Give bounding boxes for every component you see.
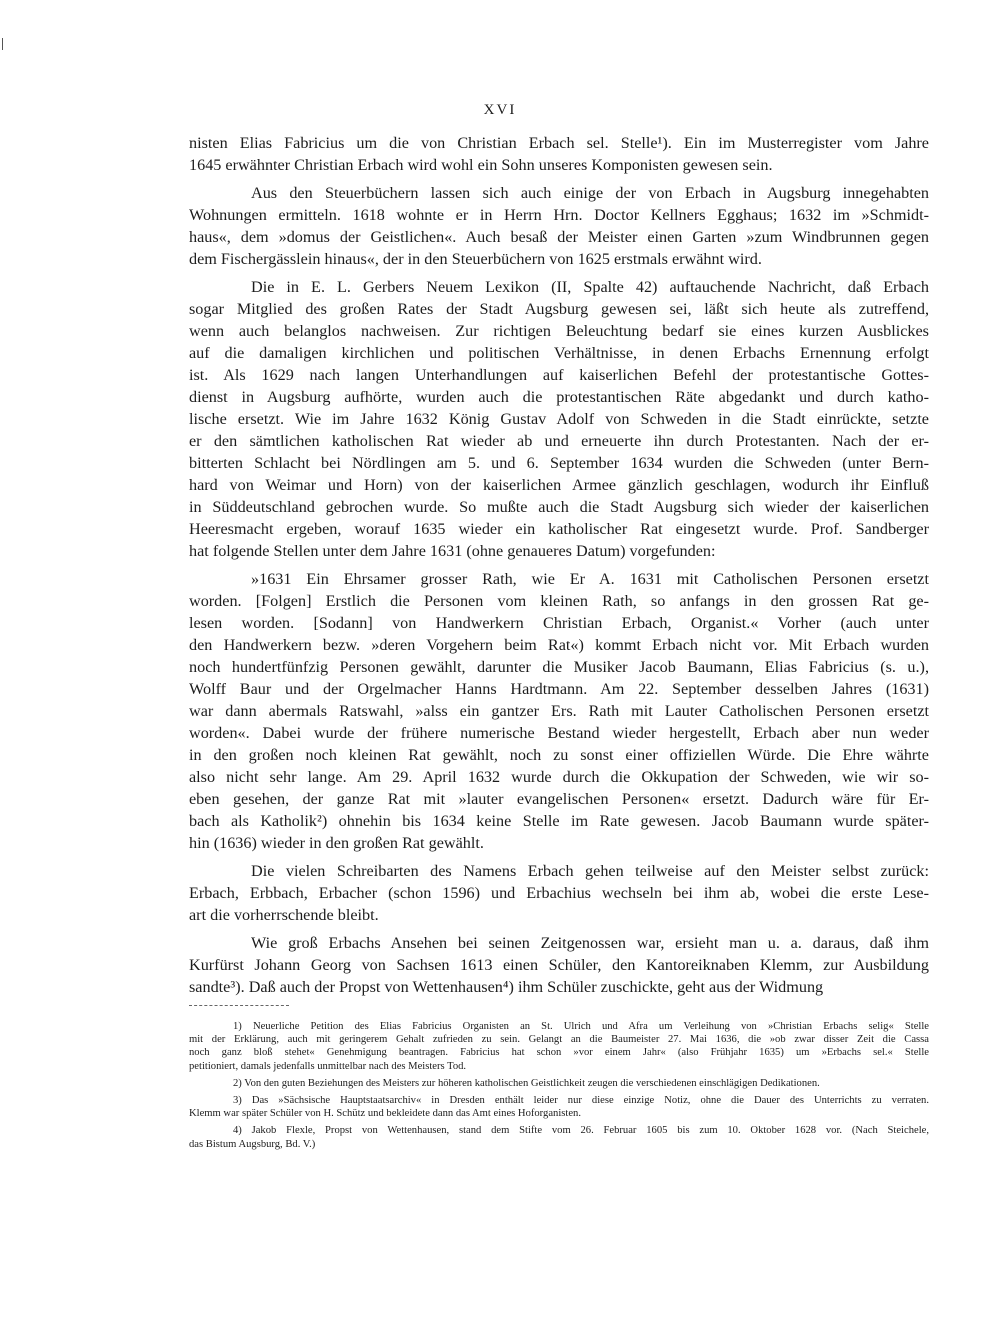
text-line: hat folgende Stellen unter dem Jahre 1631 (ohne genaueres Datum) vorgefunden: xyxy=(189,542,716,560)
text-line: lesen worden. [Sodann] von Handwerkern Christian Erbach, Organist.« Vorher (auch unter xyxy=(189,614,929,632)
footnotes xyxy=(189,1020,929,1155)
text-line: sandte³). Daß auch der Propst von Wettenhausen⁴) ihm Schüler zuschickte, geht aus der Widmung xyxy=(189,978,824,996)
footnote xyxy=(189,1077,929,1090)
footnote-line: petitioniert, damals jedenfalls unmittelbar nach des Meisters Tod. xyxy=(189,1060,467,1072)
text-line: Aus den Steuerbüchern lassen sich auch einige der von Erbach in Augsburg innegehabten xyxy=(251,184,929,202)
footnote xyxy=(189,1020,929,1073)
text-line: noch hundertfünfzig Personen gewählt, darunter die Musiker Jacob Baumann, Elias Fabricius (s. u.), xyxy=(189,658,929,676)
text-line: dienst in Augsburg aufhörte, wurden auch die protestantischen Räte abgedankt und durch katho- xyxy=(189,388,929,406)
paragraph xyxy=(189,860,929,926)
footnote-line: noch ganz bloß stehet« Genehmigung beantragen. Fabricius hat schon »vor einem Jahr« (also Frühjahr 1635) um »Erbachs sel.« Stelle xyxy=(189,1047,929,1059)
text-line: ist. Als 1629 nach langen Unterhandlungen auf kaiserlichen Befehl der protestantische Gottes- xyxy=(189,366,929,384)
text-line: hin (1636) wieder in den großen Rat gewählt. xyxy=(189,834,484,852)
text-line: bach als Katholik²) ohnehin bis 1634 keine Stelle im Rate gewesen. Jacob Baumann wurde später- xyxy=(189,812,929,830)
text-line: art die vorherrschende bleibt. xyxy=(189,906,379,924)
text-line: 1645 erwähnter Christian Erbach wird wohl ein Sohn unseres Komponisten gewesen sein. xyxy=(189,156,773,174)
footnote-rule xyxy=(189,1005,289,1006)
footnote-line: 1) Neuerliche Petition des Elias Fabricius Organisten an St. Ulrich und Afra um Verleihung von »Christian Erbachs selig« Stelle xyxy=(233,1021,929,1032)
text-line: auf die damaligen kirchlichen und politischen Verhältnisse, in denen Erbachs Ernennung erfolgt xyxy=(189,344,929,362)
text-line: nisten Elias Fabricius um die von Christian Erbach sel. Stelle¹). Ein im Musterregister vom Jahre xyxy=(189,134,929,152)
text-line: in Süddeutschland gebrochen wurde. So mußte auch die Stadt Augsburg sich wieder der kaiserlichen xyxy=(189,498,929,516)
text-line: bitterten Schlacht bei Nördlingen am 5. und 6. September 1634 wurden die Schweden (unter Bern- xyxy=(189,454,929,472)
footnote-line: 2) Von den guten Beziehungen des Meisters zur höheren katholischen Geistlichkeit zeugen die verschiedenen einschlägigen Dedikationen. xyxy=(233,1077,820,1089)
page-number: XVI xyxy=(483,102,517,118)
text-line: lische ersetzt. Wie im Jahre 1632 König Gustav Adolf von Schweden in die Stadt einrückte, setzte xyxy=(189,410,929,428)
footnote-line: 3) Das »Sächsische Hauptstaatsarchiv« in Dresden enthält leider nur diese einzige Notiz, ohne die Dauer des Unterrichts zu verraten. xyxy=(233,1095,929,1107)
footnote-line: mit der Erklärung, auch mit geringerem Gehalt zufrieden zu sein. Gelangt an die Baumeister 27. Mai 1636, die »ob zwar disser Zeit die Cassa xyxy=(189,1034,929,1046)
footnote-line: 4) Jakob Flexle, Propst von Wettenhausen, stand dem Stifte vom 26. Februar 1605 bis zum 10. Oktober 1628 vor. (Nach Steichele, xyxy=(233,1125,929,1137)
paragraph xyxy=(189,276,929,562)
text-line: in den großen noch kleinen Rat gewählt, noch zu sonst einer offiziellen Würde. Die Ehre währte xyxy=(189,746,929,764)
text-line: den Handwerkern bezw. »deren Vorgehern beim Rat«) kommt Erbach nicht vor. Mit Erbach wurden xyxy=(189,636,929,654)
text-line: also nicht sehr lange. Am 29. April 1632 wurde durch die Okkupation der Schweden, wie wir so- xyxy=(189,768,929,786)
paragraph xyxy=(189,132,929,176)
text-line: wenn auch belanglos nachweisen. Zur richtigen Beleuchtung bedarf sie eines kurzen Ausblickes xyxy=(189,322,929,340)
text-line: dem Fischergässlein hinaus«, der in den Steuerbüchern von 1625 erstmals erwähnt wird. xyxy=(189,250,762,268)
footnote xyxy=(189,1124,929,1150)
paragraph xyxy=(189,182,929,270)
text-line: hard von Weimar und Horn) von der kaiserlichen Armee gänzlich geschlagen, wodurch ihr Einfluß xyxy=(189,476,929,494)
text-line: »1631 Ein Ehrsamer grosser Rath, wie Er A. 1631 mit Catholischen Personen ersetzt xyxy=(251,570,929,588)
text-line: haus«, dem »domus der Geistlichen«. Auch besaß der Meister einen Garten »zum Windbrunnen gegen xyxy=(189,228,929,246)
text-line: Erbach, Erbbach, Erbacher (schon 1596) und Erbachius wechseln bei ihm ab, wobei die erste Lese- xyxy=(189,884,929,902)
text-line: Wohnungen ermitteln. 1618 wohnte er in Herrn Hrn. Doctor Kellners Egghaus; 1632 im »Schmidt- xyxy=(189,206,929,224)
text-line: eben gesehen, der ganze Rat mit »lauter evangelischen Personen« ersetzt. Dadurch wäre für Er- xyxy=(189,790,929,808)
text-line: Die vielen Schreibarten des Namens Erbach gehen teilweise auf den Meister selbst zurück: xyxy=(251,862,929,880)
text-line: er den sämtlichen katholischen Rat wieder ab und erneuerte ihn durch Protestanten. Nach der er- xyxy=(189,432,929,450)
footnote-line: Klemm war später Schüler von H. Schütz und bekleidete dann das Amt eines Hoforganisten. xyxy=(189,1108,581,1120)
text-line: Wolff Baur und der Orgelmacher Hanns Hardtmann. Am 22. September desselben Jahres (1631) xyxy=(189,680,929,698)
margin-mark xyxy=(2,38,3,50)
paragraph xyxy=(189,568,929,854)
text-line: Die in E. L. Gerbers Neuem Lexikon (II, Spalte 42) auftauchende Nachricht, daß Erbach xyxy=(251,278,929,296)
footnote-line: das Bistum Augsburg, Bd. V.) xyxy=(189,1138,316,1150)
text-line: Kurfürst Johann Georg von Sachsen 1613 einen Schüler, den Kantoreiknaben Klemm, zur Ausbildung xyxy=(189,956,929,974)
text-line: Heeresmacht ergeben, worauf 1635 wieder ein katholischer Rat eingesetzt wurde. Prof. Sandberger xyxy=(189,520,929,538)
text-line: war dann abermals Ratswahl, »alss ein gantzer Ers. Rath mit Lauter Catholischen Personen ersetzt xyxy=(189,702,929,720)
paragraph xyxy=(189,932,929,998)
text-line: sogar Mitglied des großen Rates der Stadt Augsburg gewesen sei, läßt sich heute als zutreffend, xyxy=(189,300,929,318)
text-line: Wie groß Erbachs Ansehen bei seinen Zeitgenossen war, ersieht man u. a. daraus, daß ihm xyxy=(251,934,929,952)
text-line: worden«. Dabei wurde der frühere numerische Bestand wieder hergestellt, Erbach aber nun weder xyxy=(189,724,929,742)
footnote xyxy=(189,1094,929,1120)
body-text xyxy=(189,132,929,998)
text-line: worden. [Folgen] Erstlich die Personen vom kleinen Rath, so anfangs in den grossen Rat ge- xyxy=(189,592,929,610)
